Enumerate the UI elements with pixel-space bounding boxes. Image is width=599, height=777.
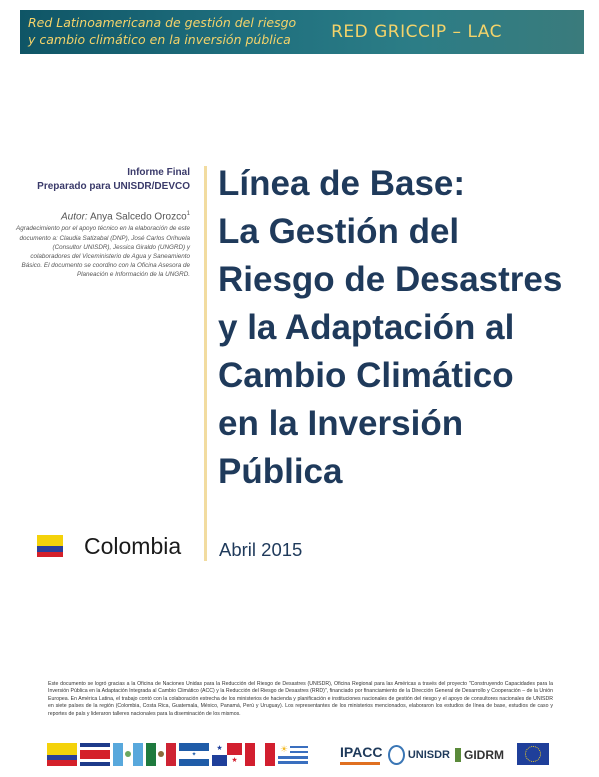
- colombia-flag-icon: [47, 743, 77, 766]
- costa-rica-flag-icon: [80, 743, 110, 766]
- gidrm-logo-text: GIDRM: [464, 747, 504, 762]
- acknowledgement: Agradecimiento por el apoyo técnico en la elaboración de este documento a: Claudia Satizabal (DNP), José Carlos Orihuela (Consultor UNISDR), Jessica Giraldo (UNGRD) y colaboradores del Viceministerio de Agua y Saneamiento Básico. El documento se coordino con la Oficina Asesora de Planeación e Información de la UNGRD.: [16, 225, 190, 279]
- peru-flag-icon: [245, 743, 275, 766]
- honduras-flag-icon: ✦: [179, 743, 209, 766]
- unisdr-logo: [388, 741, 450, 768]
- header-banner: [20, 10, 584, 54]
- gidrm-logo: [455, 741, 513, 768]
- eu-flag-icon: [517, 741, 553, 768]
- ipacc-logo-text: IPACC: [340, 744, 383, 760]
- report-info: [15, 166, 190, 280]
- network-name: RED GRICCIP – LAC: [331, 22, 502, 42]
- panama-flag-icon: ★ ★: [212, 743, 242, 766]
- un-emblem-icon: [388, 745, 405, 765]
- uruguay-flag-icon: ☀: [278, 743, 308, 766]
- country-name: Colombia: [84, 533, 182, 559]
- banner-subtitle-line1: Red Latinoamericana de gestión del riesgo: [28, 15, 297, 30]
- author-footnote[interactable]: 1: [186, 211, 190, 217]
- document-title: [218, 160, 596, 496]
- title-line: La Gestión del: [218, 212, 460, 251]
- title-line: Línea de Base:: [218, 164, 466, 203]
- footer-disclaimer: Este documento se logró gracias a la Oficina de Naciones Unidas para la Reducción del Riesgo de Desastres (UNISDR), Oficina Regional para las Américas a través del proyecto "Construyendo Capacidades para la Inversión Pública en la Adaptación Integrada al Cambio Climático (ACC) y la Reducción del Riesgo de Desastres (RRD)", financiado por financiamiento de la Dirección General de Desarrollo y Cooperación – de la Unión Europea. En América Latina, el trabajo contó con la colaboración estrecha de los ministerios de hacienda y planificación e instituciones nacionales de gestión del riesgo y el apoyo de consultores nacionales de UNISDR en siete países de la región (Colombia, Costa Rica, Guatemala, México, Panamá, Perú y Uruguay). Los representantes de los ministerios mencionados, elaboraron los estudios de línea de base, estudios de caso y reportes de país y lideraron talleres nacionales para la diseminación de los mismos.: [48, 681, 553, 717]
- title-line: Riesgo de Desastres: [218, 260, 563, 299]
- author-label: Autor:: [61, 211, 88, 223]
- vertical-divider: [204, 166, 207, 561]
- guatemala-flag-icon: [113, 743, 143, 766]
- report-type: Informe Final: [127, 167, 190, 178]
- author-name: Anya Salcedo Orozco: [89, 211, 187, 223]
- title-line: Cambio Climático: [218, 356, 514, 395]
- banner-subtitle-line2: y cambio climático en la inversión pública: [28, 32, 291, 47]
- author-line: [15, 208, 190, 223]
- ipacc-logo: [340, 741, 390, 768]
- publication-date: Abril 2015: [219, 539, 303, 560]
- gidrm-mark-icon: [455, 748, 461, 762]
- colombia-flag-icon: [37, 535, 63, 557]
- mexico-flag-icon: [146, 743, 176, 766]
- title-line: y la Adaptación al: [218, 308, 515, 347]
- title-line: en la Inversión: [218, 404, 464, 443]
- unisdr-logo-text: UNISDR: [407, 748, 450, 761]
- prepared-for: Preparado para UNISDR/DEVCO: [37, 181, 190, 192]
- title-line: Pública: [218, 452, 343, 491]
